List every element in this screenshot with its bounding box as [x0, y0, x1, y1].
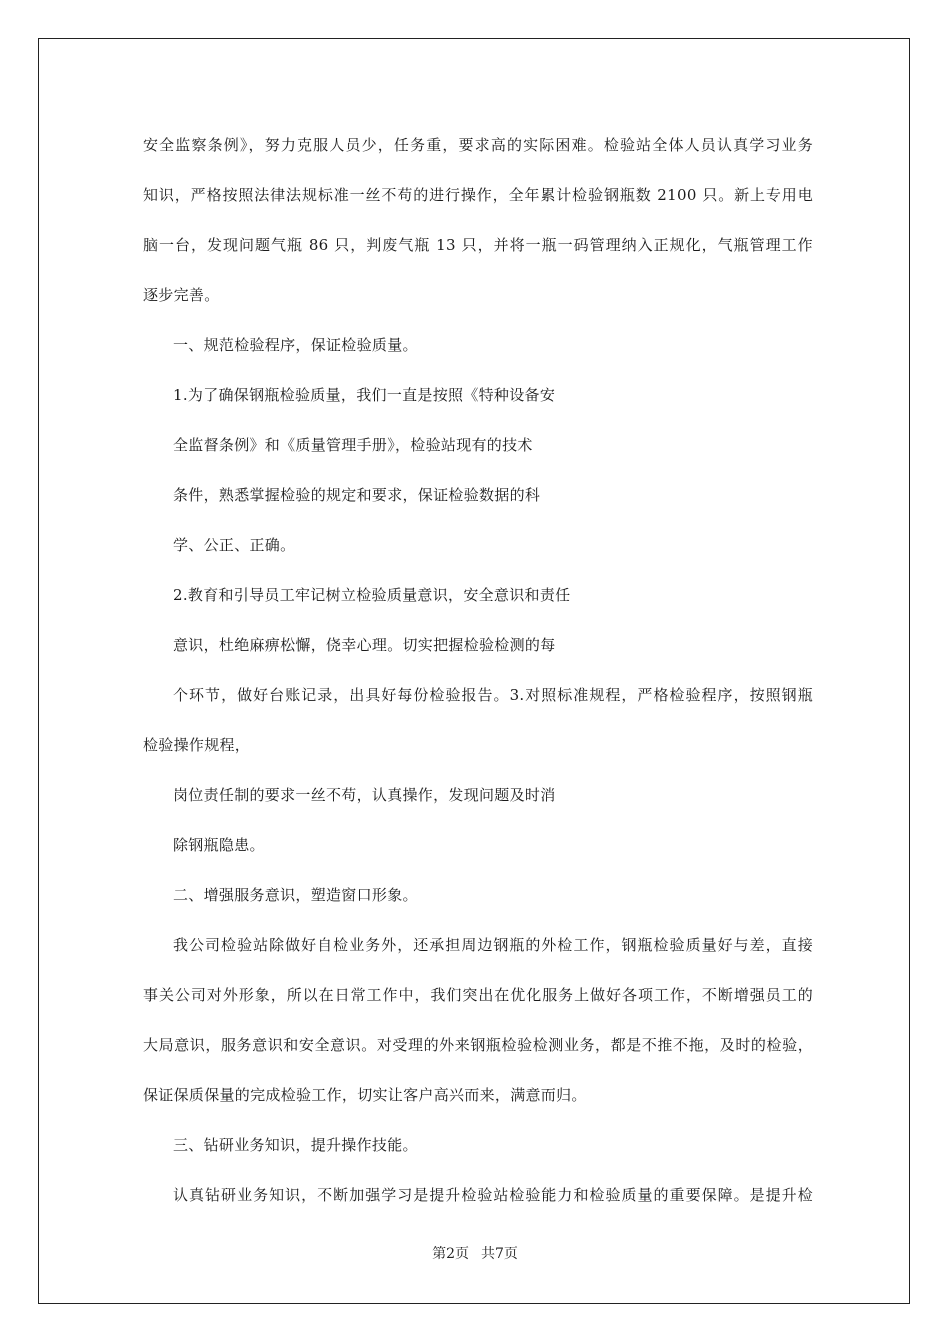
text-line-20: 保证保质保量的完成检验工作，切实让客户高兴而来，满意而归。	[143, 1086, 587, 1104]
text-line-15: 除钢瓶隐患。	[173, 836, 265, 854]
page-number: 第2页	[432, 1246, 469, 1262]
text-line-17: 我公司检验站除做好自检业务外，还承担周边钢瓶的外检工作，钢瓶检验质量好与差，直接	[173, 936, 813, 954]
text-line-9: 学、公正、正确。	[173, 536, 296, 554]
section-heading-1: 一、规范检验程序，保证检验质量。	[173, 336, 418, 354]
text-line-14: 岗位责任制的要求一丝不苟，认真操作，发现问题及时消	[173, 786, 556, 804]
text-line-6: 1.为了确保钢瓶检验质量，我们一直是按照《特种设备安	[173, 386, 556, 404]
text-line-4: 逐步完善。	[143, 286, 220, 304]
text-line-22: 认真钻研业务知识，不断加强学习是提升检验站检验能力和检验质量的重要保障。是提升检	[173, 1186, 813, 1204]
text-line-3: 脑一台，发现问题气瓶 86 只，判废气瓶 13 只，并将一瓶一码管理纳入正规化，气瓶管理工作	[143, 236, 813, 254]
text-line-18: 事关公司对外形象，所以在日常工作中，我们突出在优化服务上做好各项工作，不断增强员工的	[143, 986, 813, 1004]
text-line-11: 意识，杜绝麻痹松懈，侥幸心理。切实把握检验检测的每	[173, 636, 556, 654]
text-line-8: 条件，熟悉掌握检验的规定和要求，保证检验数据的科	[173, 486, 541, 504]
text-line-19: 大局意识，服务意识和安全意识。对受理的外来钢瓶检验检测业务，都是不推不拖，及时的检验，	[143, 1036, 813, 1054]
section-heading-3: 三、钻研业务知识，提升操作技能。	[173, 1136, 418, 1154]
document-body	[143, 120, 813, 1220]
text-line-7: 全监督条例》和《质量管理手册》，检验站现有的技术	[173, 436, 533, 454]
text-line-2: 知识，严格按照法律法规标准一丝不苟的进行操作，全年累计检验钢瓶数 2100 只。新上专用电	[143, 186, 813, 204]
page-total: 共7页	[481, 1246, 518, 1262]
text-line-13: 检验操作规程，	[143, 736, 251, 754]
text-line-1: 安全监察条例》，努力克服人员少，任务重，要求高的实际困难。检验站全体人员认真学习业务	[143, 136, 813, 154]
page-footer	[0, 1243, 950, 1263]
text-line-10: 2.教育和引导员工牢记树立检验质量意识，安全意识和责任	[173, 586, 571, 604]
section-heading-2: 二、增强服务意识，塑造窗口形象。	[173, 886, 418, 904]
text-line-12: 个环节，做好台账记录，出具好每份检验报告。3.对照标准规程，严格检验程序，按照钢瓶	[173, 686, 813, 704]
